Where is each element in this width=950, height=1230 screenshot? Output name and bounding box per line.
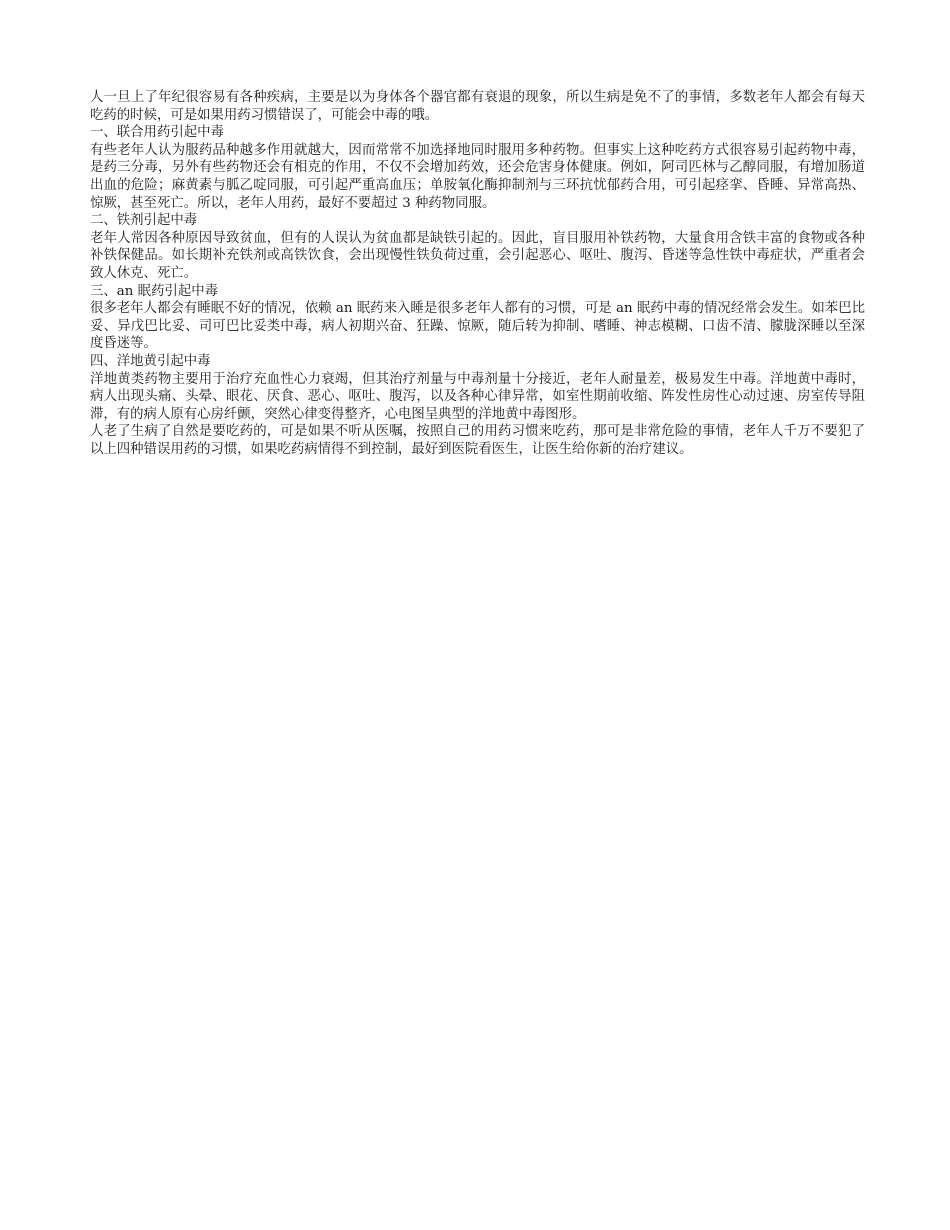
- conclusion-paragraph: 人老了生病了自然是要吃药的，可是如果不听从医嘱，按照自己的用药习惯来吃药，那可是非常危险的事情，老年人千万不要犯了以上四种错误用药的习惯，如果吃药病情得不到控制，最好到医院看医生，让医生给你新的治疗建议。: [90, 424, 865, 457]
- section-heading-sleeping-pills: 三、an 眠药引起中毒: [90, 283, 218, 299]
- section-body-iron-supplements: 老年人常因各种原因导致贫血，但有的人误认为贫血都是缺铁引起的。因此，盲目服用补铁药物，大量食用含铁丰富的食物或各种补铁保健品。如长期补充铁剂或高铁饮食，会出现慢性铁负荷过重，会引起恶心、呕吐、腹泻、昏迷等急性铁中毒症状，严重者会致人休克、死亡。: [90, 230, 865, 281]
- section-body-combined-medication: 有些老年人认为服药品种越多作用就越大，因而常常不加选择地同时服用多种药物。但事实上这种吃药方式很容易引起药物中毒，是药三分毒，另外有些药物还会有相克的作用，不仅不会增加药效，还会危害身体健康。例如，阿司匹林与乙醇同服，有增加肠道出血的危险；麻黄素与胍乙啶同服，可引起严重高血压；单胺氧化酶抑制剂与三环抗忧郁药合用，可引起痉挛、昏睡、异常高热、惊厥，甚至死亡。所以，老年人用药，最好不要超过 3 种药物同服。: [90, 142, 865, 211]
- section-body-digitalis: 洋地黄类药物主要用于治疗充血性心力衰竭，但其治疗剂量与中毒剂量十分接近，老年人耐量差，极易发生中毒。洋地黄中毒时，病人出现头痛、头晕、眼花、厌食、恶心、呕吐、腹泻，以及各种心律异常，如室性期前收缩、阵发性房性心动过速、房室传导阻滞，有的病人原有心房纤颤，突然心律变得整齐，心电图呈典型的洋地黄中毒图形。: [90, 371, 865, 422]
- section-body-sleeping-pills: 很多老年人都会有睡眠不好的情况，依赖 an 眠药来入睡是很多老年人都有的习惯，可是 an 眠药中毒的情况经常会发生。如苯巴比妥、异戊巴比妥、司可巴比妥类中毒，病人初期兴奋、狂躁、惊厥，随后转为抑制、嗜睡、神志模糊、口齿不清、朦胧深睡以至深度昏迷等。: [90, 301, 865, 352]
- section-heading-iron-supplements: 二、铁剂引起中毒: [90, 213, 198, 229]
- intro-paragraph: 人一旦上了年纪很容易有各种疾病，主要是以为身体各个器官都有衰退的现象，所以生病是免不了的事情，多数老年人都会有每天吃药的时候，可是如果用药习惯错误了，可能会中毒的哦。: [90, 90, 865, 123]
- section-heading-combined-medication: 一、联合用药引起中毒: [90, 125, 224, 141]
- section-heading-digitalis: 四、洋地黄引起中毒: [90, 353, 211, 369]
- document-body: [90, 89, 865, 458]
